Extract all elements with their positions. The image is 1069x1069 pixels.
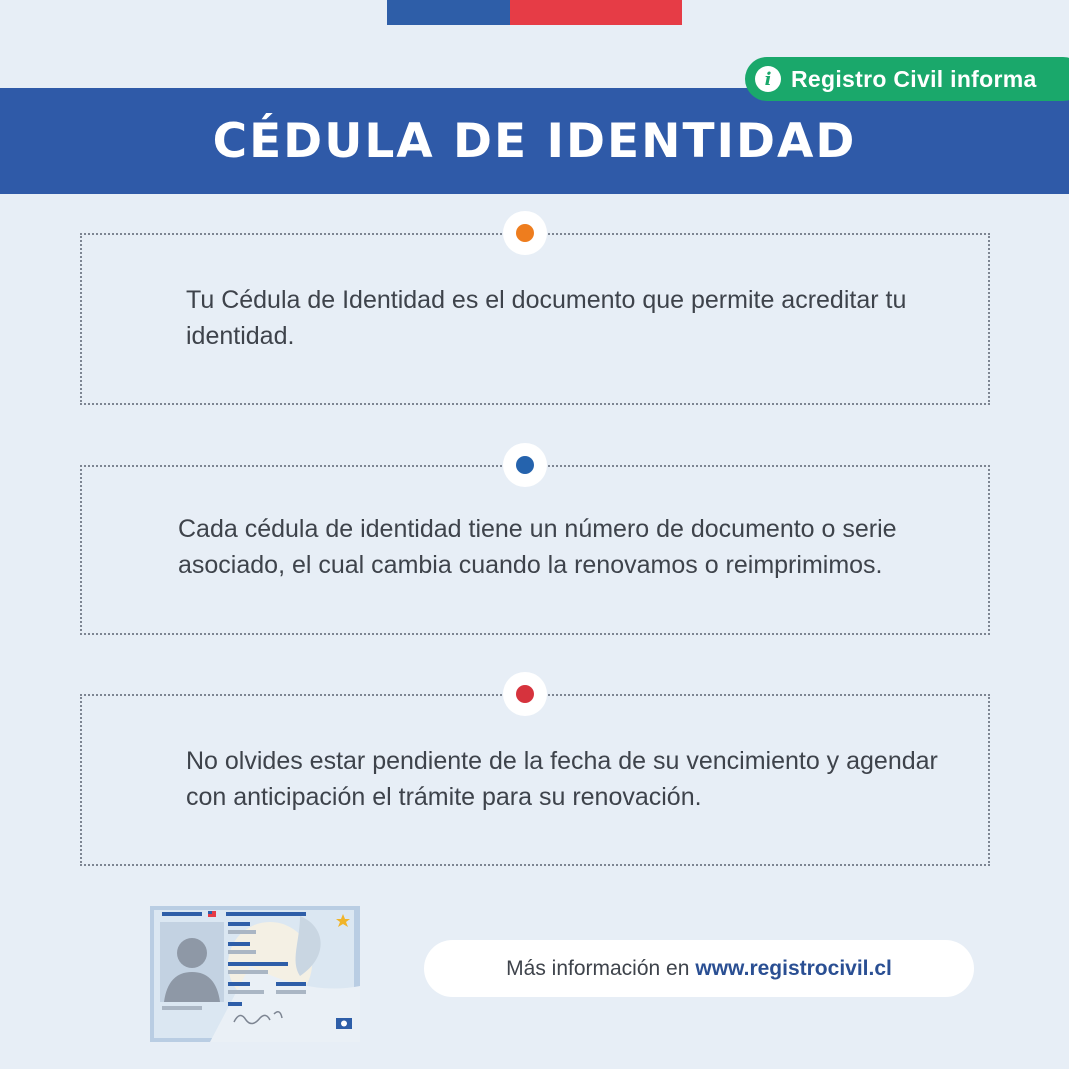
- website-link[interactable]: www.registrocivil.cl: [695, 956, 892, 980]
- bullet-circle: [503, 211, 547, 255]
- flag-stripe-red: [510, 0, 682, 25]
- card-text: Tu Cédula de Identidad es el documento que permite acreditar tu identidad.: [186, 286, 907, 350]
- flag-stripe-blue: [387, 0, 510, 25]
- more-info-pill: [424, 940, 974, 997]
- info-card: [80, 465, 990, 635]
- card-text: No olvides estar pendiente de la fecha de su vencimiento y agendar con anticipación el trámite para su renovación.: [186, 747, 938, 811]
- info-icon: i: [755, 66, 781, 92]
- orange-dot-icon: [516, 224, 534, 242]
- page-title: CÉDULA DE IDENTIDAD: [212, 113, 857, 169]
- registro-civil-badge: [745, 57, 1069, 101]
- info-card: [80, 233, 990, 405]
- info-card: [80, 694, 990, 866]
- more-info-text: Más información en: [506, 956, 690, 980]
- badge-label: Registro Civil informa: [791, 65, 1037, 92]
- bullet-circle: [503, 443, 547, 487]
- red-dot-icon: [516, 685, 534, 703]
- blue-dot-icon: [516, 456, 534, 474]
- card-text: Cada cédula de identidad tiene un número de documento o serie asociado, el cual cambia cuando la renovamos o reimprimimos.: [178, 515, 897, 579]
- id-card-illustration: [150, 906, 360, 1042]
- title-band: [0, 88, 1069, 194]
- bullet-circle: [503, 672, 547, 716]
